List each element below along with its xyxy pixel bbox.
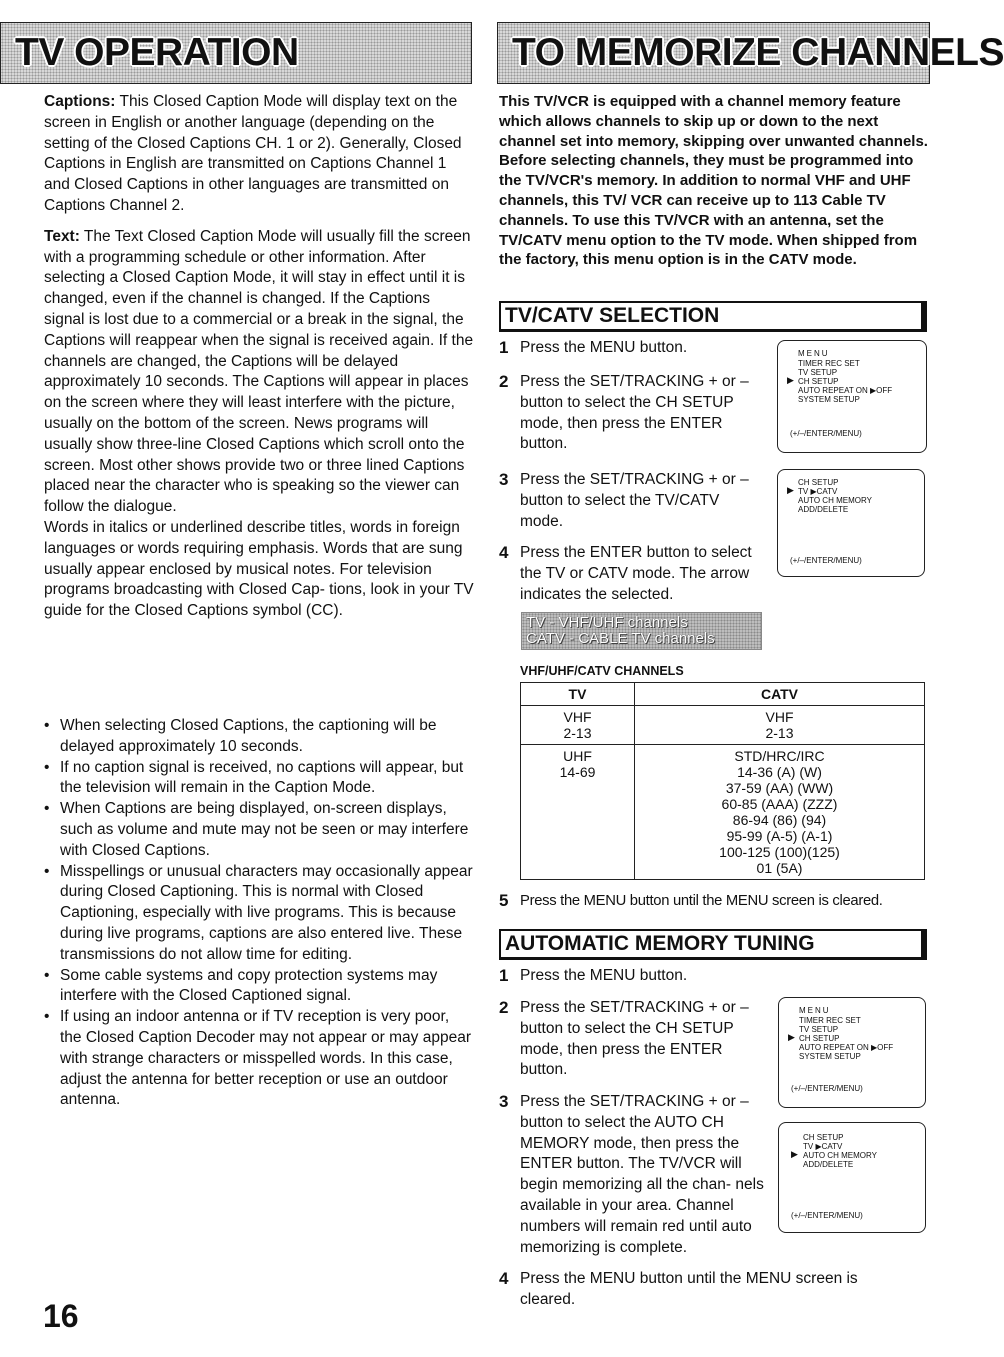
captions-text: This Closed Caption Mode will display text on the screen in English or another language (depending on the setting of the Closed Captions CH. 1 or 2). Generally, Closed Captions in English are transmitted on Captions Channel 1 and Closed Captions in other languages are transmitted on Captions Channel 2. — [44, 93, 462, 214]
menu-osd-screen — [777, 340, 927, 453]
cell-line: 14-36 (A) (W) — [737, 764, 822, 780]
menu-osd-item: TV SETUP — [798, 368, 838, 377]
cell-line: 60-85 (AAA) (ZZZ) — [721, 796, 838, 812]
intro-paragraph: This TV/VCR is equipped with a channel memory feature which allows channels to skip up or down to the next channel set into memory, skipping over unwanted channels. Before selecting channels, they must be programmed into the TV/VCR's memory. In addition to normal VHF and UHF channels, this TV/ VCR can receive up to 113 Cable TV channels. To use this TV/VCR with an antenna, set the TV/CATV menu option to the TV mode. When shipped from the factory, this menu option is in the CATV mode. — [499, 93, 928, 269]
channel-table — [520, 682, 925, 880]
menu-osd-title: MENU — [799, 1006, 831, 1015]
step-text: Press the SET/TRACKING + or – button to select the CH SETUP mode, then press the ENTER button. — [520, 999, 749, 1079]
notes-list — [44, 716, 474, 1111]
page-number: 16 — [43, 1298, 79, 1334]
ch-osd-footer: (+/–/ENTER/MENU) — [791, 1211, 863, 1220]
ch-osd-item: TV ▶CATV — [803, 1142, 843, 1151]
step-number: 2 — [499, 372, 509, 391]
ch-osd-item: TV ▶CATV — [798, 487, 838, 496]
menu-osd-item: SYSTEM SETUP — [799, 1052, 861, 1061]
note-item: • Some cable systems and copy protection systems may interfere with the Closed Captioned signal. — [44, 966, 474, 1008]
table-cell-catv — [635, 745, 925, 880]
words-paragraph: Words in italics or underlined describe titles, words in foreign languages or words requiring emphasis. Words that are sung usually appear enclosed by musical notes. For television programs broadcasting with Closed Cap- tions, look in your TV guide for the Closed Captions symbol (CC). — [44, 518, 474, 620]
cell-line: VHF — [765, 709, 794, 725]
table-header-catv: CATV — [635, 683, 925, 706]
selection-arrow-icon: ▶ — [787, 485, 794, 495]
captions-label: Captions: — [44, 93, 116, 110]
menu-osd-screen — [778, 997, 926, 1108]
step-number: 1 — [499, 338, 509, 357]
ch-setup-osd-screen — [777, 469, 925, 577]
menu-osd-item: SYSTEM SETUP — [798, 395, 860, 404]
step-text: Press the SET/TRACKING + or – button to select the AUTO CH MEMORY mode, then press the ENTER button. The TV/VCR will begin memorizing all the chan- nels available in your area. Channel numbers will remain red until auto memorizing is complete. — [520, 1093, 764, 1256]
step-text: Press the MENU button until the MENU screen is cleared. — [520, 893, 883, 909]
step-number: 3 — [499, 470, 509, 489]
note-item: • When Captions are being displayed, on-screen displays, such as volume and mute may not be seen or may interfere with Closed Captions. — [44, 799, 474, 861]
step-number: 1 — [499, 966, 509, 985]
note-item: • Misspellings or unusual characters may occasionally appear during Closed Captioning. This is normal with Closed Captioning, especially with live programs. This is because during live programs, captions are also entered live. These transmissions do not allow time for editing. — [44, 862, 474, 966]
ch-osd-item: CH SETUP — [798, 478, 839, 487]
channel-mode-highlight — [521, 612, 762, 650]
menu-osd-title: MENU — [798, 349, 830, 358]
step-number: 2 — [499, 998, 509, 1017]
left-banner-title: TV OPERATION — [15, 31, 299, 74]
right-banner — [497, 22, 1004, 84]
step-number: 4 — [499, 1269, 509, 1288]
menu-osd-footer: (+/–/ENTER/MENU) — [791, 1084, 863, 1093]
channel-table-title: VHF/UHF/CATV CHANNELS — [520, 664, 684, 678]
step-text: Press the MENU button. — [520, 339, 688, 356]
tvcatv-heading: TV/CATV SELECTION — [499, 301, 927, 332]
step-text: Press the MENU button. — [520, 967, 688, 984]
amt-heading: AUTOMATIC MEMORY TUNING — [499, 929, 927, 960]
text-mode-paragraph — [44, 227, 474, 518]
cell-line: 2-13 — [563, 725, 592, 741]
table-row — [521, 706, 925, 745]
cell-line: 86-94 (86) (94) — [732, 812, 827, 828]
menu-osd-item: TIMER REC SET — [798, 359, 860, 368]
menu-osd-footer: (+/–/ENTER/MENU) — [790, 429, 862, 438]
cell-line: UHF — [563, 748, 592, 764]
text-mode-text: The Text Closed Caption Mode will usually fill the screen with a programming schedule or other information. After selecting a Closed Caption Mode, it will stay in effect until it is changed, even if the channel is changed. If the Captions signal is lost due to a commercial or a break in the signal, the Captions will reappear when the signal is received again. If the channels are changed, the Captions will be delayed approximately 10 seconds. The Captions will appear in places on the screen where they will least interfere with the picture, usually on the bottom of the screen. News programs will usually show three-line Closed Captions which scroll onto the screen. Most other shows provide two or three lined Captions placed near the character who is speaking so the viewer can follow the dialogue. — [44, 227, 474, 516]
text-mode-label: Text: — [44, 227, 80, 245]
step-text: Press the ENTER button to select the TV or CATV mode. The arrow indicates the selected. — [520, 544, 752, 603]
menu-osd-item: CH SETUP — [798, 377, 839, 386]
step-number: 4 — [499, 543, 509, 562]
cell-line: 37-59 (AA) (WW) — [725, 780, 834, 796]
left-banner — [0, 22, 472, 84]
cell-line: STD/HRC/IRC — [734, 748, 825, 764]
step-text: Press the MENU button until the MENU screen is cleared. — [520, 1270, 858, 1308]
table-cell-tv — [521, 706, 635, 745]
note-item: • If no caption signal is received, no captions will appear, but the television will remain in the Caption Mode. — [44, 758, 474, 800]
ch-osd-item: AUTO CH MEMORY — [803, 1151, 877, 1160]
highlight-tv-line: TV - VHF/UHF channels — [526, 614, 688, 631]
note-item: • When selecting Closed Captions, the captioning will be delayed approximately 10 seconds. — [44, 716, 474, 758]
cell-line: 100-125 (100)(125) — [719, 844, 840, 860]
menu-osd-item: TIMER REC SET — [799, 1016, 861, 1025]
menu-osd-item: TV SETUP — [799, 1025, 839, 1034]
ch-osd-footer: (+/–/ENTER/MENU) — [790, 556, 862, 565]
selection-arrow-icon: ▶ — [788, 1032, 795, 1042]
cell-line: 2-13 — [765, 725, 794, 741]
left-column — [44, 92, 474, 622]
ch-osd-item: ADD/DELETE — [798, 505, 849, 514]
selection-arrow-icon: ▶ — [787, 375, 794, 385]
table-cell-tv — [521, 745, 635, 880]
cell-line: 95-99 (A-5) (A-1) — [726, 828, 833, 844]
step-number: 3 — [499, 1092, 509, 1111]
ch-osd-item: AUTO CH MEMORY — [798, 496, 872, 505]
ch-osd-item: ADD/DELETE — [803, 1160, 854, 1169]
note-item: • If using an indoor antenna or if TV reception is very poor, the Closed Caption Decoder may not appear or may appear with strange characters or misspelled words. In this case, adjust the antenna for better reception or use an outdoor antenna. — [44, 1007, 474, 1111]
cell-line: 01 (5A) — [756, 860, 803, 876]
menu-osd-item: AUTO REPEAT ON ▶OFF — [799, 1043, 894, 1052]
cell-line: 14-69 — [559, 764, 596, 780]
right-banner-title: TO MEMORIZE CHANNELS — [512, 31, 1004, 74]
selection-arrow-icon: ▶ — [791, 1149, 798, 1159]
table-header-tv: TV — [521, 683, 635, 706]
ch-osd-item: CH SETUP — [803, 1133, 844, 1142]
table-cell-catv — [635, 706, 925, 745]
menu-osd-item: AUTO REPEAT ON ▶OFF — [798, 386, 893, 395]
step-text: Press the SET/TRACKING + or – button to select the CH SETUP mode, then press the ENTER button. — [520, 373, 749, 453]
menu-osd-item: CH SETUP — [799, 1034, 840, 1043]
cell-line: VHF — [563, 709, 592, 725]
table-row — [521, 745, 925, 880]
highlight-catv-line: CATV - CABLE TV channels — [526, 630, 715, 647]
step-text: Press the SET/TRACKING + or – button to select the TV/CATV mode. — [520, 471, 749, 530]
captions-paragraph — [44, 92, 474, 217]
step-number: 5 — [499, 891, 509, 910]
ch-setup-osd-screen — [778, 1122, 926, 1233]
